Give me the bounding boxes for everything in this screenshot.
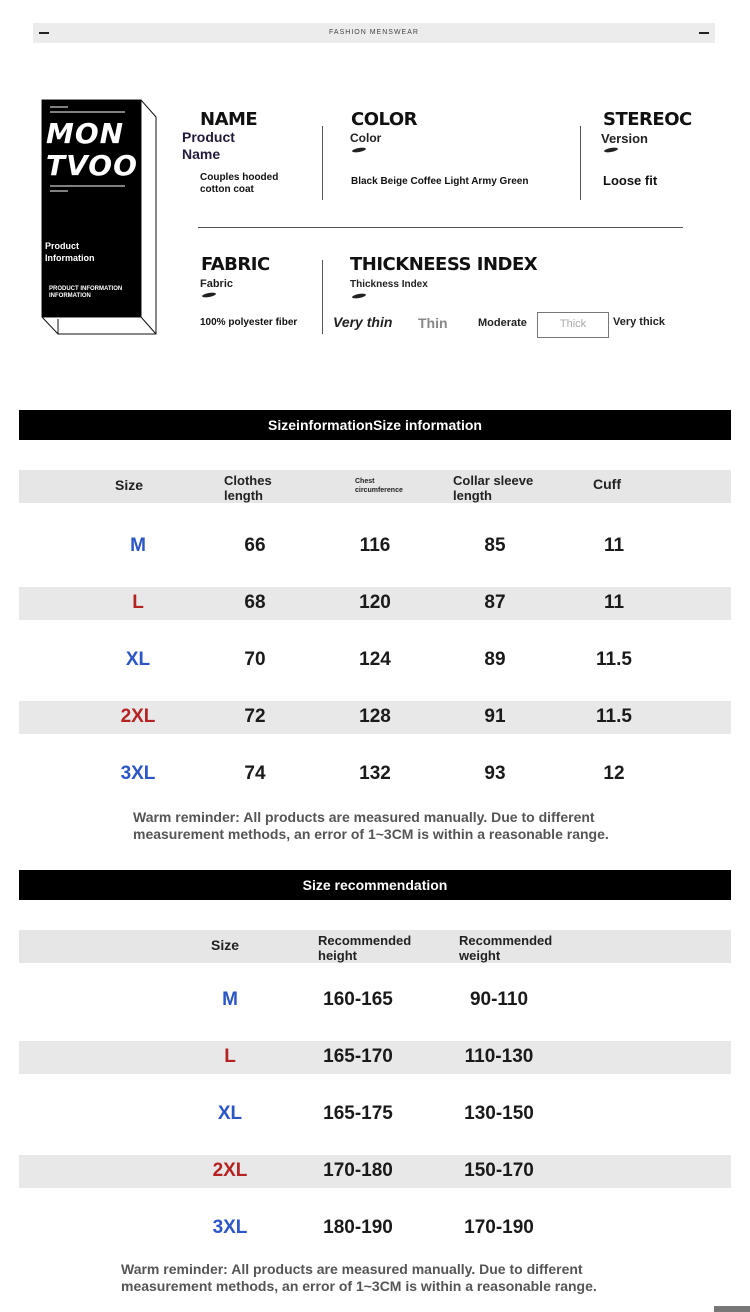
table-row [0, 643, 750, 676]
size-information-header: SizeinformationSize information [19, 410, 731, 440]
top-bar-title: FASHION MENSWEAR [329, 29, 419, 36]
stereo-value: Loose fit [603, 173, 658, 188]
top-bar [33, 23, 715, 43]
size-cell: 2XL [212, 1160, 248, 1181]
chest-cell: 124 [359, 649, 391, 670]
col-recommended-weight: Recommended weight [459, 933, 553, 963]
size-rec-header-row [19, 930, 731, 963]
size-cell: M [222, 989, 238, 1010]
swoosh-icon [202, 292, 216, 298]
table-row [0, 983, 750, 1016]
table-row [0, 757, 750, 790]
table-row [19, 1041, 731, 1074]
chest-cell: 128 [359, 706, 391, 727]
collar-cell: 91 [484, 706, 506, 727]
color-value: Black Beige Coffee Light Army Green [351, 176, 529, 187]
length-cell: 68 [244, 592, 266, 613]
stereo-heading: STEREOC [603, 109, 692, 130]
fabric-heading: FABRIC [201, 254, 270, 275]
table-row [19, 587, 731, 620]
height-cell: 165-170 [323, 1046, 393, 1067]
fabric-subheading: Fabric [200, 278, 234, 290]
weight-cell: 150-170 [464, 1160, 534, 1181]
weight-cell: 110-130 [464, 1046, 534, 1067]
col-cuff: Cuff [593, 476, 621, 492]
weight-cell: 90-110 [469, 989, 529, 1010]
length-cell: 74 [244, 763, 266, 784]
name-subheading: Product Name [182, 129, 235, 162]
height-cell: 180-190 [323, 1217, 393, 1238]
swoosh-icon [352, 293, 366, 299]
height-cell: 160-165 [323, 989, 393, 1010]
warm-reminder-note: Warm reminder: All products are measured manually. Due to different measurement methods, an error of 1~3CM is within a reasonable range. [121, 1261, 597, 1294]
table-row [19, 701, 731, 734]
length-cell: 72 [244, 706, 266, 727]
color-subheading: Color [350, 131, 382, 145]
table-row [0, 1097, 750, 1130]
length-cell: 66 [244, 535, 266, 556]
collar-cell: 87 [484, 592, 506, 613]
warm-reminder-note: Warm reminder: All products are measured manually. Due to different measurement methods, an error of 1~3CM is within a reasonable range. [133, 809, 609, 842]
cuff-cell: 12 [603, 763, 625, 784]
height-cell: 165-175 [323, 1103, 393, 1124]
divider [580, 126, 581, 200]
size-cell: 3XL [120, 763, 156, 784]
swoosh-icon [604, 147, 618, 153]
cuff-cell: 11.5 [596, 649, 632, 670]
name-heading: NAME [200, 109, 258, 130]
size-cell: L [132, 592, 144, 613]
minus-icon [699, 32, 709, 34]
tag-sub-caption: PRODUCT INFORMATION INFORMATION [49, 286, 123, 299]
thickness-option-thin: Thin [418, 315, 448, 331]
cuff-cell: 11 [603, 535, 625, 556]
col-size: Size [211, 937, 240, 953]
thickness-option-thick: Thick [537, 312, 609, 338]
divider [322, 126, 323, 200]
tag-product-information: Product Information [45, 241, 95, 263]
chest-cell: 120 [359, 592, 391, 613]
size-info-header-row [19, 470, 731, 503]
thickness-option-moderate: Moderate [478, 317, 527, 329]
length-cell: 70 [244, 649, 266, 670]
thickness-heading: THICKNEESS INDEX [350, 254, 538, 275]
size-cell: XL [217, 1103, 243, 1124]
weight-cell: 170-190 [464, 1217, 534, 1238]
size-cell: XL [125, 649, 151, 670]
divider [322, 260, 323, 334]
thickness-option-very-thick: Very thick [613, 316, 665, 328]
fabric-value: 100% polyester fiber [200, 317, 298, 328]
corner-marker [714, 1306, 750, 1312]
collar-cell: 85 [484, 535, 506, 556]
collar-cell: 93 [484, 763, 506, 784]
weight-cell: 130-150 [464, 1103, 534, 1124]
col-recommended-height: Recommended height [318, 933, 412, 963]
col-size: Size [115, 477, 144, 493]
name-value: Couples hooded cotton coat [200, 172, 279, 195]
size-cell: 2XL [120, 706, 156, 727]
collar-cell: 89 [484, 649, 506, 670]
cuff-cell: 11.5 [596, 706, 632, 727]
size-cell: 3XL [212, 1217, 248, 1238]
size-cell: L [224, 1046, 236, 1067]
col-clothes-length: Clothes length [224, 473, 272, 503]
cuff-cell: 11 [603, 592, 625, 613]
height-cell: 170-180 [323, 1160, 393, 1181]
color-heading: COLOR [351, 109, 418, 130]
thickness-option-very-thin: Very thin [333, 314, 393, 330]
chest-cell: 132 [359, 763, 391, 784]
brand-logo: MON TVOO [46, 117, 138, 182]
col-collar-sleeve: Collar sleeve length [453, 473, 534, 503]
thickness-subheading: Thickness Index [350, 279, 428, 290]
table-row [0, 1211, 750, 1244]
size-recommendation-header: Size recommendation [19, 870, 731, 900]
table-row [19, 1155, 731, 1188]
col-chest: Chest circumference [355, 478, 403, 494]
stereo-subheading: Version [601, 131, 648, 146]
chest-cell: 116 [359, 535, 391, 556]
divider [198, 227, 683, 228]
size-cell: M [130, 535, 146, 556]
table-row [0, 529, 750, 562]
swoosh-icon [352, 147, 366, 153]
